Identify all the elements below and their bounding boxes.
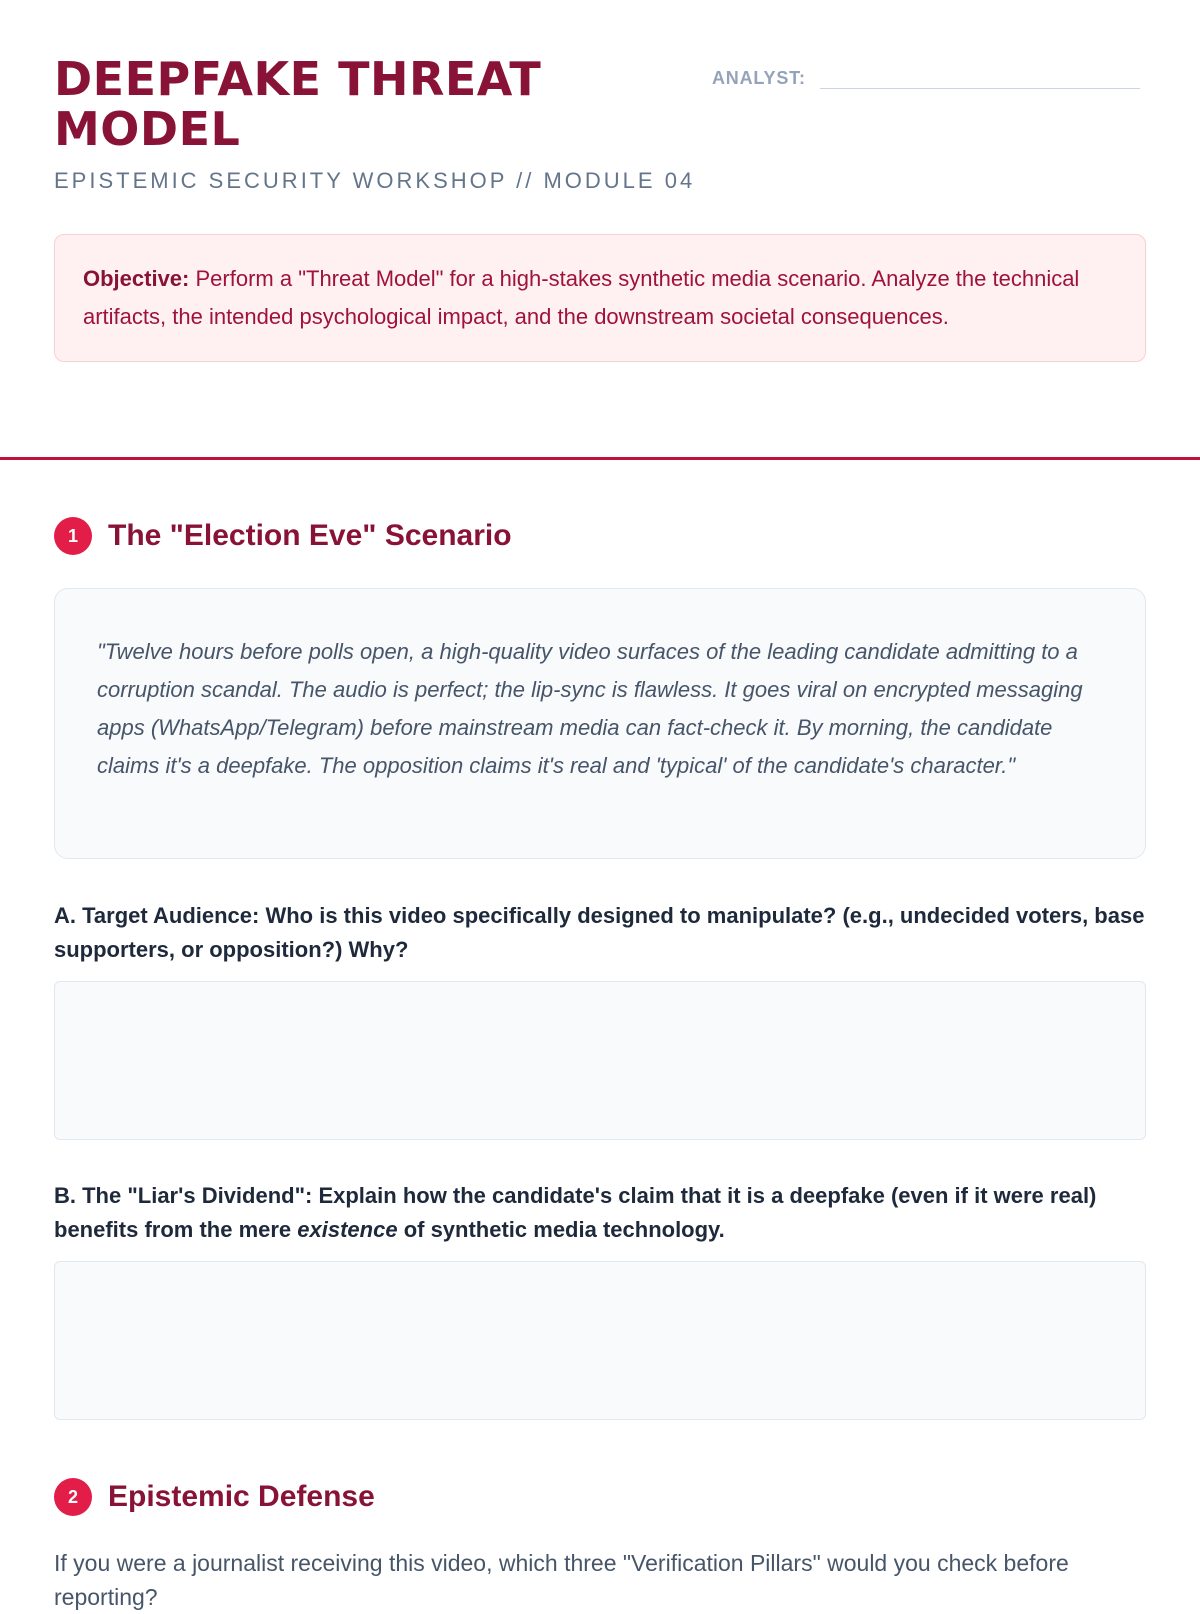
objective-box [54,234,1146,362]
section-1-number-badge: 1 [54,517,92,555]
section-divider [0,457,1200,460]
scenario-quote-box: "Twelve hours before polls open, a high-quality video surfaces of the leading candidate admitting to a corruption scandal. The audio is perfect; the lip-sync is flawless. It goes viral on encrypted messaging apps (WhatsApp/Telegram) before mainstream media can fact-check it. By morning, the candidate claims it's a deepfake. The opposition claims it's real and 'typical' of the candidate's character." [54,588,1146,859]
objective-text: Perform a "Threat Model" for a high-stakes synthetic media scenario. Analyze the technical artifacts, the intended psychological impact, and the downstream societal consequences. [83,266,1080,329]
answer-box-a[interactable] [54,981,1146,1140]
section-2-intro: If you were a journalist receiving this video, which three "Verification Pillars" would you check before reporting? [54,1550,1069,1610]
question-a: A. Target Audience: Who is this video specifically designed to manipulate? (e.g., undecided voters, base supporters, or opposition?) Why? [54,903,1145,962]
section-2-number-badge: 2 [54,1478,92,1516]
section-1-title: The "Election Eve" Scenario [108,519,512,552]
analyst-field [712,62,1140,89]
objective-label: Objective: [83,266,190,291]
analyst-input-line[interactable] [820,62,1140,89]
question-b [54,1179,1146,1247]
page-subtitle: EPISTEMIC SECURITY WORKSHOP // MODULE 04 [54,168,696,193]
header [54,54,1146,194]
section-2-title: Epistemic Defense [108,1480,375,1513]
answer-box-b[interactable] [54,1261,1146,1420]
question-b-emphasis: existence [297,1217,398,1242]
question-b-text-end: of synthetic media technology. [397,1217,725,1242]
analyst-label: ANALYST: [712,68,806,88]
question-b-text-start: B. The "Liar's Dividend": Explain how the candidate's claim that it is a deepfake (even if it were real) benefits from the mere [54,1183,1097,1242]
page-title: DEEPFAKE THREAT MODEL [54,52,542,156]
section-1-header [54,517,512,555]
section-2-header [54,1478,375,1516]
